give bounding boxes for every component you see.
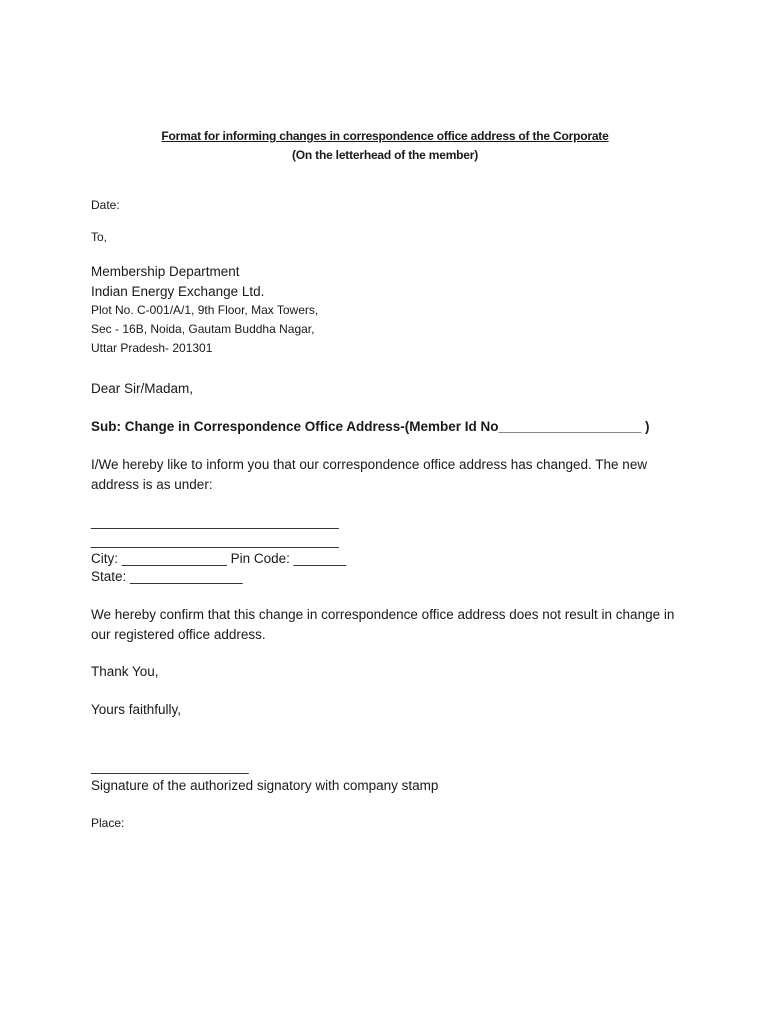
document-title: Format for informing changes in correspondence office address of the Corporate [161, 129, 609, 143]
address-blank-2: _________________________________ [91, 533, 339, 548]
confirm-paragraph: We hereby confirm that this change in correspondence office address does not result in change in our registered office address. [91, 607, 675, 642]
to-label: To, [91, 230, 108, 244]
intro-paragraph: I/We hereby like to inform you that our correspondence office address has changed. The new address is as under: [91, 457, 648, 492]
recipient-line-3: Plot No. C-001/A/1, 9th Floor, Max Towers, [91, 303, 319, 317]
recipient-line-4: Sec - 16B, Noida, Gautam Buddha Nagar, [91, 322, 315, 336]
date-label: Date: [91, 198, 120, 212]
salutation: Dear Sir/Madam, [91, 381, 194, 396]
signature-blank: _____________________ [91, 759, 249, 774]
state-line: State: _______________ [91, 569, 243, 584]
closing-line: Yours faithfully, [91, 702, 182, 717]
recipient-line-2: Indian Energy Exchange Ltd. [91, 284, 265, 299]
signature-caption: Signature of the authorized signatory with company stamp [91, 778, 439, 793]
recipient-line-1: Membership Department [91, 264, 240, 279]
city-pincode-line: City: ______________ Pin Code: _______ [91, 551, 347, 566]
place-label: Place: [91, 816, 125, 830]
document-subtitle: (On the letterhead of the member) [291, 148, 479, 162]
thanks-line: Thank You, [91, 664, 159, 679]
subject-line: Sub: Change in Correspondence Office Address-(Member Id No___________________ ) [91, 419, 650, 434]
recipient-line-5: Uttar Pradesh- 201301 [91, 341, 213, 355]
address-blank-1: _________________________________ [91, 514, 339, 529]
